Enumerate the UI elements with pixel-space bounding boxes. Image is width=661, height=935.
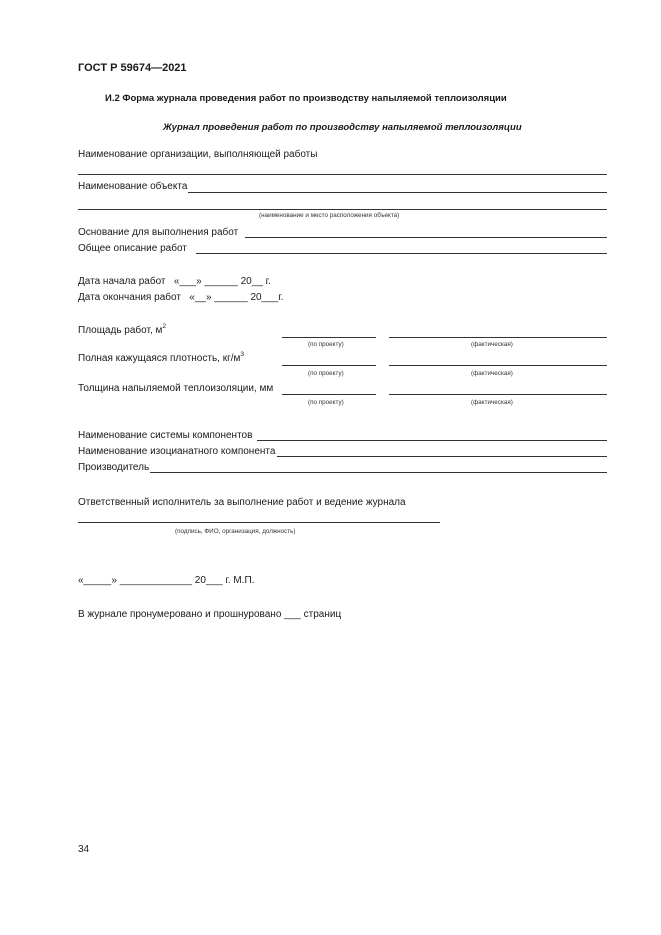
start-quote-close: » xyxy=(196,276,202,287)
area-design-caption: (по проекту) xyxy=(308,341,344,348)
iso-label: Наименование изоцианатного компонента xyxy=(78,446,276,457)
thickness-label: Толщина напыляемой теплоизоляции, мм xyxy=(78,383,274,394)
thickness-actual-line[interactable] xyxy=(389,394,607,395)
object-line-2[interactable] xyxy=(78,209,607,210)
basis-line[interactable] xyxy=(245,237,607,238)
density-label: Полная кажущаяся плотность, $кг/м^3$ xyxy=(78,351,245,364)
standard-header: ГОСТ Р 59674—2021 xyxy=(78,62,187,74)
end-quote-open: « xyxy=(189,292,195,303)
maker-line[interactable] xyxy=(150,472,607,473)
system-line[interactable] xyxy=(257,440,607,441)
section-title: И.2 Форма журнала проведения работ по производству напыляемой теплоизоляции xyxy=(105,93,507,104)
end-quote-close: » xyxy=(205,292,212,303)
area-actual-caption: (фактическая) xyxy=(471,341,513,348)
thickness-design-line[interactable] xyxy=(282,394,376,395)
organization-label: Наименование организации, выполняющей работы xyxy=(78,149,318,160)
signature-date-line[interactable]: «_____» _____________ 20___ г. М.П. xyxy=(78,575,255,586)
end-month[interactable]: ______ xyxy=(214,292,248,303)
area-label: Площадь работ, $м^2$ xyxy=(78,323,167,336)
page-number: 34 xyxy=(78,844,90,855)
area-design-line[interactable] xyxy=(282,337,376,338)
system-label: Наименование системы компонентов xyxy=(78,430,253,441)
thickness-actual-caption: (фактическая) xyxy=(471,399,513,406)
density-design-line[interactable] xyxy=(282,365,376,366)
description-line[interactable] xyxy=(196,253,607,254)
start-quote-open: « xyxy=(173,276,180,287)
start-label: Дата начала работ xyxy=(78,276,166,287)
responsible-line[interactable] xyxy=(78,522,440,523)
numbered-note: В журнале пронумеровано и прошнуровано ___ страниц xyxy=(78,609,342,620)
start-month[interactable]: ______ xyxy=(204,276,238,287)
responsible-caption: (подпись, ФИО, организация, должность) xyxy=(175,528,296,535)
end-label: Дата окончания работ xyxy=(78,292,181,303)
end-day[interactable]: __ xyxy=(194,292,206,303)
end-year[interactable]: 20___г. xyxy=(250,292,284,303)
basis-label: Основание для выполнения работ xyxy=(78,227,239,238)
organization-line[interactable] xyxy=(78,174,607,175)
density-design-caption: (по проекту) xyxy=(308,370,344,377)
object-caption: (наименование и место расположения объекта) xyxy=(259,212,400,219)
area-actual-line[interactable] xyxy=(389,337,607,338)
object-line[interactable] xyxy=(188,192,607,193)
maker-label: Производитель xyxy=(78,462,150,473)
thickness-design-caption: (по проекту) xyxy=(308,399,344,406)
journal-title: Журнал проведения работ по производству напыляемой теплоизоляции xyxy=(163,122,522,133)
object-label: Наименование объекта xyxy=(78,181,188,192)
density-actual-line[interactable] xyxy=(389,365,607,366)
end-date-row xyxy=(78,292,283,303)
start-year[interactable]: 20__ г. xyxy=(240,276,271,287)
description-label: Общее описание работ xyxy=(78,243,187,254)
iso-line[interactable] xyxy=(277,456,607,457)
responsible-label: Ответственный исполнитель за выполнение работ и ведение журнала xyxy=(78,497,406,508)
start-date-row xyxy=(78,276,271,287)
density-actual-caption: (фактическая) xyxy=(471,370,513,377)
start-day[interactable]: ___ xyxy=(179,276,197,287)
